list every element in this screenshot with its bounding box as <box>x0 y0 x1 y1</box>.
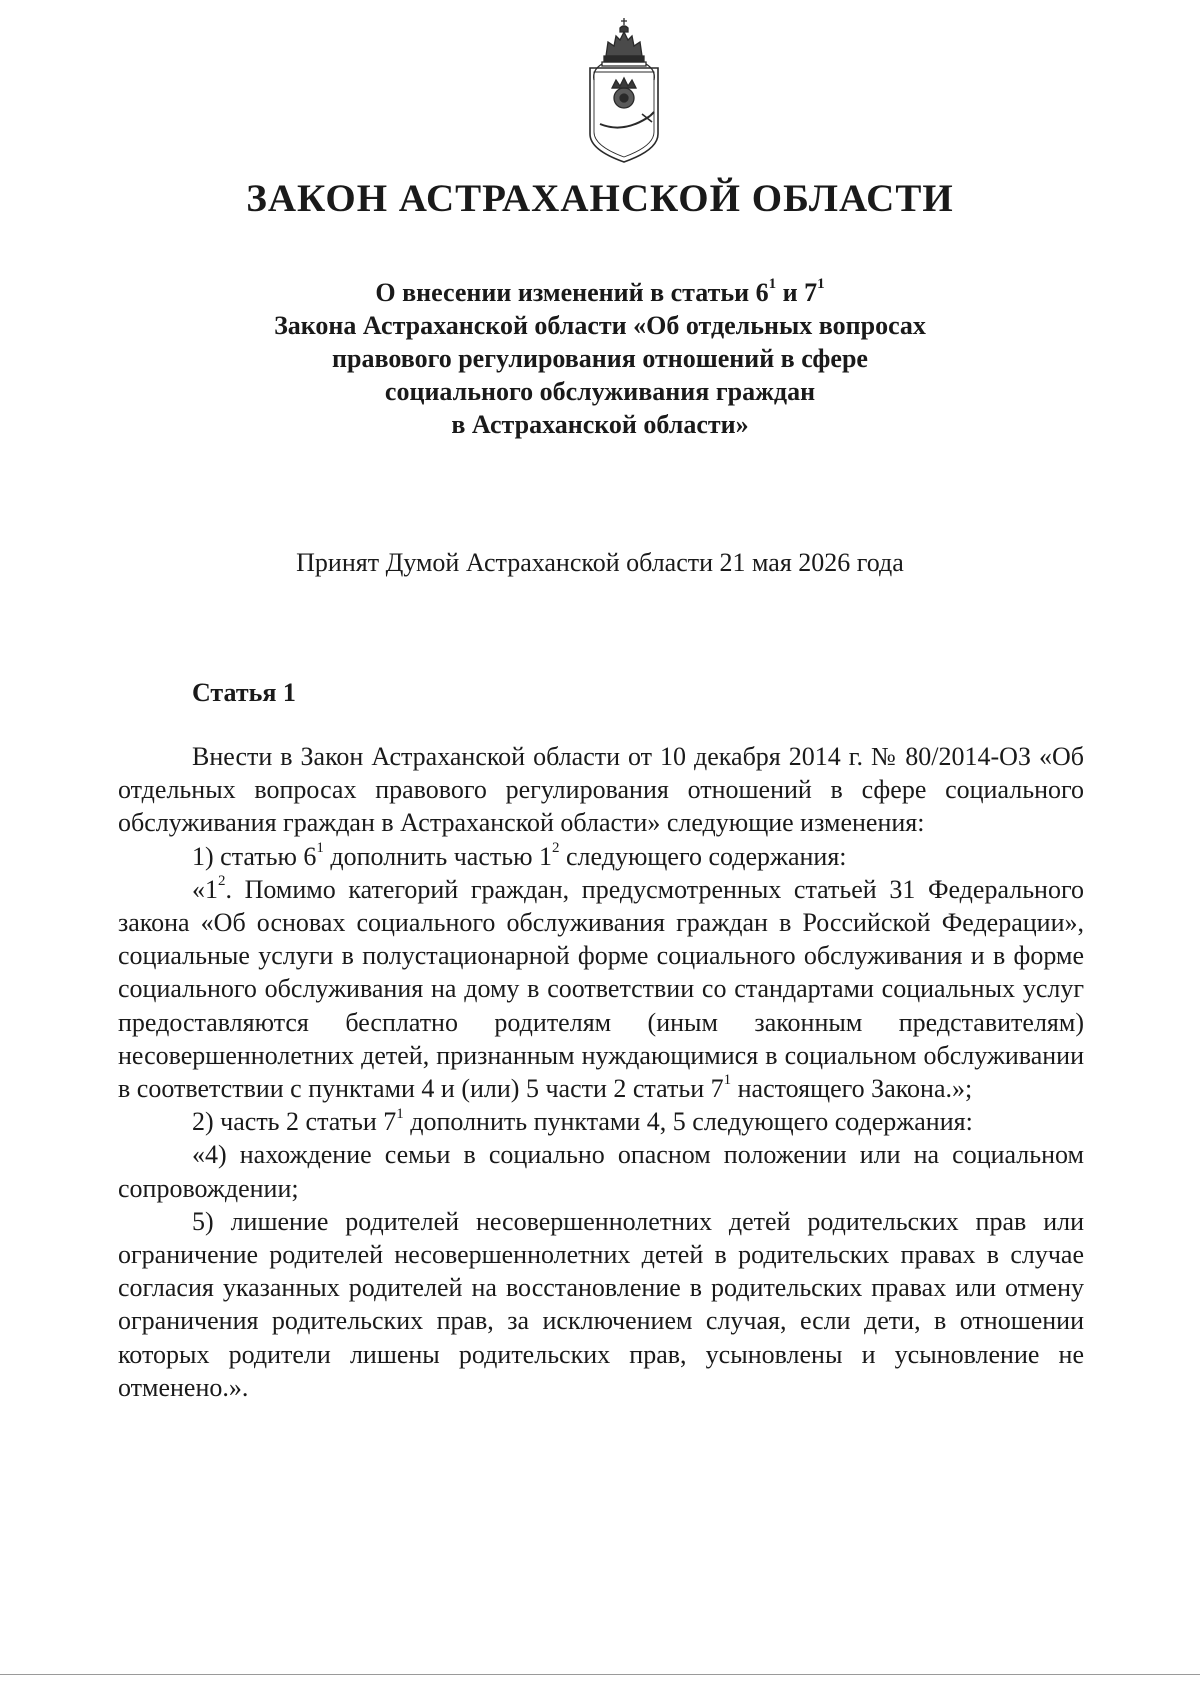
superscript: 1 <box>817 276 825 293</box>
paragraph-item-2 <box>118 1105 1084 1138</box>
superscript: 1 <box>396 1105 404 1122</box>
text-run: 1) статью 6 <box>192 841 317 871</box>
text-run: настоящего Закона.»; <box>731 1074 973 1104</box>
paragraph-intro: Внести в Закон Астраханской области от 10 декабря 2014 г. № 80/2014-ОЗ «Об отдельных вопросах правового регулирования отношений в сфере социального обслуживания граждан в Астраханской области» следующие изменения: <box>118 742 1084 838</box>
text-run: дополнить частью 1 <box>323 841 553 871</box>
subtitle-line-1 <box>0 276 1200 309</box>
article-body <box>118 740 1084 1404</box>
paragraph-quoted-part <box>118 873 1084 1105</box>
superscript: 2 <box>218 873 226 890</box>
text-run: 2) часть 2 статьи 7 <box>192 1107 397 1137</box>
text-run: . Помимо категорий граждан, предусмотренных статьей 31 Федерального закона «Об основах социального обслуживания граждан в Российской Федерации», социальные услуги в полустационарной форме социального обслуживания и в форме социального обслуживания на дому в соответствии со стандартами социальных услуг предоставляются бесплатно родителям (иным законным представителям) несовершеннолетних детей, признанным нуждающимися в социальном обслуживании в соответствии с пунктами 4 и (или) 5 части 2 статьи 7 <box>118 874 1084 1104</box>
subtitle-line-1-mid: и 7 <box>776 278 818 307</box>
page-bottom-rule <box>0 1674 1200 1675</box>
paragraph-point-4: «4) нахождение семьи в социально опасном положении или на социальном сопровождении; <box>118 1140 1084 1203</box>
superscript: 1 <box>768 276 777 293</box>
subtitle-line-2: Закона Астраханской области «Об отдельных вопросах <box>274 311 926 340</box>
adoption-line: Принят Думой Астраханской области 21 мая 2026 года <box>296 548 904 577</box>
law-title: ЗАКОН АСТРАХАНСКОЙ ОБЛАСТИ <box>246 177 954 220</box>
text-run: дополнить пунктами 4, 5 следующего содержания: <box>403 1107 973 1137</box>
subtitle-line-5: в Астраханской области» <box>451 410 749 439</box>
superscript: 1 <box>723 1072 732 1089</box>
paragraph-point-5: 5) лишение родителей несовершеннолетних детей родительских прав или ограничение родителей несовершеннолетних детей в родительских правах в случае согласия указанных родителей на восстановление в родительских правах или отмену ограничения родительских прав, за исключением случая, если дети, в отношении которых родители лишены родительских прав, усыновлены и усыновление не отменено.». <box>118 1206 1084 1402</box>
text-run: «1 <box>192 874 218 904</box>
subtitle-line-4: социального обслуживания граждан <box>384 377 816 406</box>
subtitle-line-3: правового регулирования отношений в сфере <box>332 344 868 373</box>
superscript: 1 <box>316 839 324 856</box>
text-run: следующего содержания: <box>559 841 847 871</box>
law-subtitle <box>0 276 1200 441</box>
subtitle-line-1-text: О внесении изменений в статьи 6 <box>375 278 769 307</box>
paragraph-item-1 <box>118 840 1084 873</box>
article-heading: Статья 1 <box>192 678 296 707</box>
astrakhan-coat-of-arms-icon <box>580 16 668 164</box>
superscript: 2 <box>552 839 560 856</box>
